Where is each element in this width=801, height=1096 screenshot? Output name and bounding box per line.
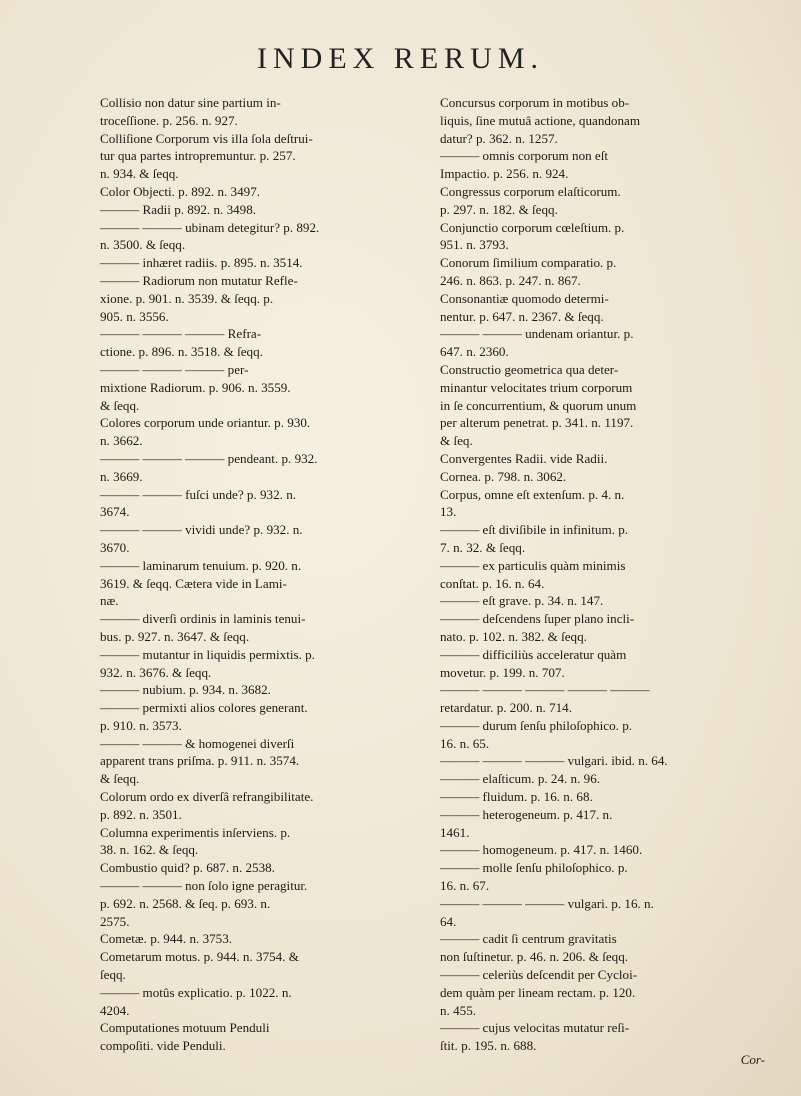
index-line: ctione. p. 896. n. 3518. & ſeqq. [100, 344, 263, 360]
index-column-left [100, 94, 418, 1055]
index-line: Concursus corporum in motibus ob- [440, 95, 630, 110]
index-line: Corpus, omne eſt extenſum. p. 4. n. [440, 486, 625, 502]
index-line: ——— inhæret radiis. p. 895. n. 3514. [100, 255, 303, 271]
index-line: Conjunctio corporum cœleſtium. p. [440, 219, 625, 235]
page-title: INDEX RERUM. [257, 42, 544, 75]
index-line: retardatur. p. 200. n. 714. [440, 700, 572, 716]
index-line: ——— celeriùs deſcendit per Cycloi- [440, 967, 638, 983]
index-line: Computationes motuum Penduli [100, 1020, 270, 1036]
index-line: ——— heterogeneum. p. 417. n. [440, 806, 613, 822]
index-line: mixtione Radiorum. p. 906. n. 3559. [100, 379, 291, 395]
index-line: ——— omnis corporum non eſt [440, 148, 609, 164]
index-line: liquis, ſine mutuâ actione, quandonam [440, 112, 640, 128]
index-line: 3619. & ſeqq. Cætera vide in Lami- [100, 575, 287, 591]
index-line: ——— Radii p. 892. n. 3498. [100, 201, 257, 217]
index-line: ——— ——— ——— per- [100, 361, 249, 377]
index-line: ——— ——— ——— vulgari. ibid. n. 64. [440, 753, 668, 769]
index-line: p. 297. n. 182. & ſeqq. [440, 201, 558, 217]
index-line: dem quàm per lineam rectam. p. 120. [440, 984, 636, 1000]
index-line: 2575. [100, 913, 130, 929]
index-line: n. 455. [440, 1002, 477, 1018]
index-line: ——— Radiorum non mutatur Refle- [100, 272, 298, 288]
index-line: Conorum ſimilium comparatio. p. [440, 255, 617, 271]
index-line: ——— durum ſenſu philoſophico. p. [440, 717, 633, 733]
index-line: ——— permixti alios colores generant. [100, 700, 308, 716]
index-line: Impactio. p. 256. n. 924. [440, 166, 569, 182]
index-line: Columna experimentis inſerviens. p. [100, 824, 291, 840]
index-line: troceſſione. p. 256. n. 927. [100, 112, 238, 128]
index-line: movetur. p. 199. n. 707. [440, 664, 565, 680]
index-line: Convergentes Radii. vide Radii. [440, 450, 608, 466]
index-line: ——— ex particulis quàm minimis [440, 557, 626, 573]
index-column-right [440, 94, 770, 1055]
index-line: datur? p. 362. n. 1257. [440, 130, 558, 146]
index-line: 7. n. 32. & ſeqq. [440, 539, 526, 555]
index-line: ——— ——— ——— vulgari. p. 16. n. [440, 895, 654, 911]
index-line: tur qua partes intropremuntur. p. 257. [100, 148, 296, 164]
index-line: per alterum penetrat. p. 341. n. 1197. [440, 415, 634, 431]
index-line: ——— laminarum tenuium. p. 920. n. [100, 557, 302, 573]
index-line: Colliſione Corporum vis illa ſola deſtrui- [100, 130, 313, 146]
index-line: nentur. p. 647. n. 2367. & ſeqq. [440, 308, 604, 324]
index-line: 16. n. 65. [440, 735, 490, 751]
index-line: 38. n. 162. & ſeqq. [100, 842, 199, 858]
index-line: ——— cadit ſi centrum gravitatis [440, 931, 617, 947]
index-line: 64. [440, 913, 457, 929]
index-line: ——— ——— fuſci unde? p. 932. n. [100, 486, 297, 502]
index-line: ——— molle ſenſu philoſophico. p. [440, 860, 628, 876]
index-line: Cometæ. p. 944. n. 3753. [100, 931, 233, 947]
index-line: 647. n. 2360. [440, 344, 509, 360]
index-line: ——— difficiliùs acceleratur quàm [440, 646, 627, 662]
index-line: Colorum ordo ex diverſâ refrangibilitate. [100, 789, 314, 805]
index-line: ——— ——— vividi unde? p. 932. n. [100, 522, 303, 538]
index-line: Cornea. p. 798. n. 3062. [440, 468, 567, 484]
index-line: Consonantiæ quomodo determi- [440, 290, 609, 306]
index-line: p. 910. n. 3573. [100, 717, 182, 733]
index-line: 1461. [440, 824, 470, 840]
index-line: 16. n. 67. [440, 878, 490, 894]
index-line: apparent trans priſma. p. 911. n. 3574. [100, 753, 300, 769]
index-line: 246. n. 863. p. 247. n. 867. [440, 272, 581, 288]
index-line: Colores corporum unde oriantur. p. 930. [100, 415, 311, 431]
index-line: & ſeq. [440, 433, 473, 449]
index-line: ——— homogeneum. p. 417. n. 1460. [440, 842, 643, 858]
index-line: 932. n. 3676. & ſeqq. [100, 664, 212, 680]
index-line: non ſuſtinetur. p. 46. n. 206. & ſeqq. [440, 949, 629, 965]
index-line: ——— eſt grave. p. 34. n. 147. [440, 593, 604, 609]
index-line: ſtit. p. 195. n. 688. [440, 1038, 537, 1054]
index-line: Congressus corporum elaſticorum. [440, 183, 621, 199]
index-line: n. 3500. & ſeqq. [100, 237, 186, 253]
index-line: nato. p. 102. n. 382. & ſeqq. [440, 628, 587, 644]
index-line: Cometarum motus. p. 944. n. 3754. & [100, 949, 299, 965]
index-line: n. 3662. [100, 433, 143, 449]
index-line: Color Objecti. p. 892. n. 3497. [100, 183, 261, 199]
index-line: ——— nubium. p. 934. n. 3682. [100, 682, 271, 698]
index-line: minantur velocitates trium corporum [440, 379, 633, 395]
index-line: in ſe concurrentium, & quorum unum [440, 397, 637, 413]
index-line: ——— ——— undenam oriantur. p. [440, 326, 634, 342]
index-line: ——— cujus velocitas mutatur reſi- [440, 1020, 630, 1036]
index-line: 13. [440, 504, 457, 520]
index-line: ——— ——— ubinam detegitur? p. 892. [100, 219, 320, 235]
index-line: ——— eſt diviſibile in infinitum. p. [440, 522, 629, 538]
index-line: 3674. [100, 504, 130, 520]
index-line: p. 892. n. 3501. [100, 806, 182, 822]
index-line: & ſeqq. [100, 397, 140, 413]
index-line: bus. p. 927. n. 3647. & ſeqq. [100, 628, 250, 644]
index-line: 951. n. 3793. [440, 237, 509, 253]
index-line: ——— ——— & homogenei diverſi [100, 735, 295, 751]
index-line: Combustio quid? p. 687. n. 2538. [100, 860, 275, 876]
index-line: 4204. [100, 1002, 130, 1018]
index-line: ——— mutantur in liquidis permixtis. p. [100, 646, 315, 662]
index-line: n. 934. & ſeqq. [100, 166, 179, 182]
index-line: 905. n. 3556. [100, 308, 169, 324]
index-line: ——— elaſticum. p. 24. n. 96. [440, 771, 601, 787]
index-line: ſeqq. [100, 967, 126, 983]
catchword: Cor- [740, 1052, 765, 1067]
index-line: ——— ——— ——— pendeant. p. 932. [100, 450, 318, 466]
index-line: ——— deſcendens ſuper plano incli- [440, 611, 635, 627]
index-line: 3670. [100, 539, 130, 555]
index-line: compoſiti. vide Penduli. [100, 1038, 226, 1054]
index-line: Constructio geometrica qua deter- [440, 361, 619, 377]
index-line: ——— fluidum. p. 16. n. 68. [440, 789, 593, 805]
index-line: ——— diverſi ordinis in laminis tenui- [100, 611, 306, 627]
index-line: conſtat. p. 16. n. 64. [440, 575, 545, 591]
index-line: næ. [100, 593, 119, 609]
index-line: ——— motûs explicatio. p. 1022. n. [100, 984, 292, 1000]
index-line: Collisio non datur sine partium in- [100, 95, 281, 110]
index-line: xione. p. 901. n. 3539. & ſeqq. p. [100, 290, 274, 306]
index-line: ——— ——— non ſolo igne peragitur. [100, 878, 308, 894]
index-line: & ſeqq. [100, 771, 140, 787]
index-line: ——— ——— ——— Refra- [100, 326, 262, 342]
index-line: n. 3669. [100, 468, 143, 484]
index-line: p. 692. n. 2568. & ſeq. p. 693. n. [100, 895, 271, 911]
index-line: ——— ——— ——— ——— ——— [440, 682, 650, 698]
